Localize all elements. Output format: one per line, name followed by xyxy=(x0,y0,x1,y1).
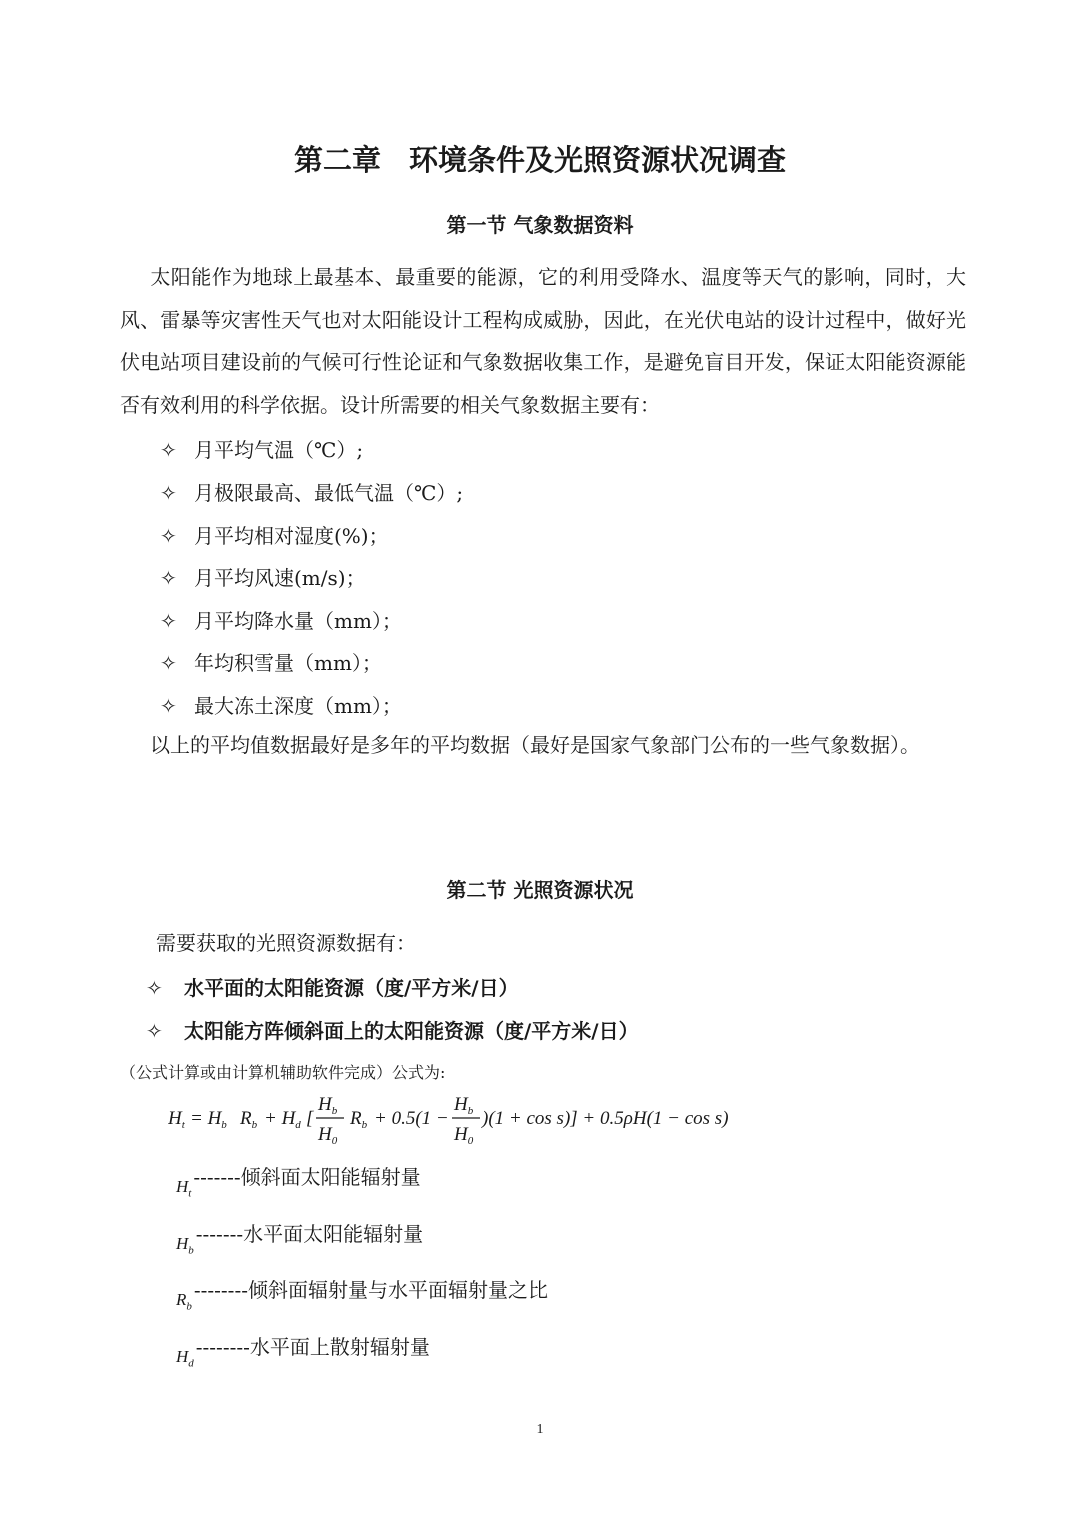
chapter-number: 第二章 xyxy=(293,143,381,177)
svg-text:Hb: $H_b$ xyxy=(318,1094,338,1117)
diamond-bullet-icon: ✧ xyxy=(160,651,177,675)
list-item: ✧ 最大冻土深度（mm）； xyxy=(160,694,402,718)
definition-row: $H_d--------$水平面上散射辐射量 xyxy=(176,1335,430,1370)
page-number: 1 xyxy=(536,1422,544,1437)
svg-text:+ Hd: + $H_d$ xyxy=(264,1108,301,1131)
diamond-bullet-icon: ✧ xyxy=(146,1019,163,1043)
chapter-name: 环境条件及光照资源状况调查 xyxy=(409,143,787,177)
svg-text:= Hb: = $H_b$ xyxy=(190,1108,227,1131)
section-1-title: 第一节 气象数据资料 xyxy=(446,213,634,237)
svg-text:Rb: $R_b$ xyxy=(240,1108,258,1131)
diamond-bullet-icon: ✧ xyxy=(160,694,177,718)
section-1-intro: 太阳能作为地球上最基本、最重要的能源，它的利用受降水、温度等天气的影响，同时，大风、雷暴等灾害性天气也对太阳能设计工程构成威胁，因此，在光伏电站的设计过程中，做好光伏电站项目建设前的气候可行性论证和气象数据收集工作，是避免盲目开发，保证太阳能资源能否有效利用的科学依据。设计所需要的相关气象数据主要有： xyxy=(120,265,966,417)
symbol: $R_b$ xyxy=(176,1290,192,1313)
svg-text:)(1 + cos s)] + 0.5ρH(1 − cos: )(1 + cos s)] + 0.5ρH(1 − cos s) xyxy=(482,1108,729,1129)
section-2-intro: 需要获取的光照资源数据有： xyxy=(156,931,416,955)
list-item: ✧ 月平均降水量（mm）； xyxy=(160,609,402,633)
list-item: ✧ 水平面的太阳能资源（度/平方米/日） xyxy=(146,976,519,1000)
svg-text:Ht: $H_t$ xyxy=(168,1108,185,1131)
diamond-bullet-icon: ✧ xyxy=(160,566,177,590)
definition-row: $H_t-------$倾斜面太阳能辐射量 xyxy=(176,1165,421,1200)
diamond-bullet-icon: ✧ xyxy=(160,438,177,462)
svg-text:[: [ xyxy=(306,1108,314,1129)
section-1-conclusion: 以上的平均值数据最好是多年的平均数据（最好是国家气象部门公布的一些气象数据）。 xyxy=(150,733,920,757)
list-item: ✧ 年均积雪量（mm）； xyxy=(160,651,382,675)
svg-text:H0: $H_0$ xyxy=(318,1124,338,1147)
section-2-title: 第二节 光照资源状况 xyxy=(446,878,634,902)
diamond-bullet-icon: ✧ xyxy=(160,609,177,633)
symbol: $H_d$ xyxy=(176,1347,194,1370)
diamond-bullet-icon: ✧ xyxy=(160,481,177,505)
svg-text:Rb: $R_b$ xyxy=(350,1108,368,1131)
definition-row: $R_b--------$倾斜面辐射量与水平面辐射量之比 xyxy=(176,1278,548,1313)
chapter-title xyxy=(0,138,1080,179)
diamond-bullet-icon: ✧ xyxy=(146,976,163,1000)
symbol: $H_b$ xyxy=(176,1234,194,1257)
list-item: ✧ 月平均气温（℃）; xyxy=(160,438,364,462)
list-item: ✧ 月极限最高、最低气温（℃）; xyxy=(160,481,464,505)
svg-text:Hb: $H_b$ xyxy=(454,1094,474,1117)
list-item: ✧ 月平均相对湿度(%)； xyxy=(160,524,389,548)
svg-text:H0: $H_0$ xyxy=(454,1124,474,1147)
symbol: $H_t$ xyxy=(176,1177,192,1200)
list-item: ✧ 月平均风速(m/s)； xyxy=(160,566,366,590)
definition-row: $H_b-------$水平面太阳能辐射量 xyxy=(176,1222,424,1257)
tilted-irradiance-formula xyxy=(168,1092,768,1148)
diamond-bullet-icon: ✧ xyxy=(160,524,177,548)
svg-text:+ 0.5(1 −: + 0.5(1 − xyxy=(374,1108,449,1129)
formula-note: （公式计算或由计算机辅助软件完成）公式为: xyxy=(120,1063,446,1082)
list-item: ✧ 太阳能方阵倾斜面上的太阳能资源（度/平方米/日） xyxy=(146,1019,639,1043)
